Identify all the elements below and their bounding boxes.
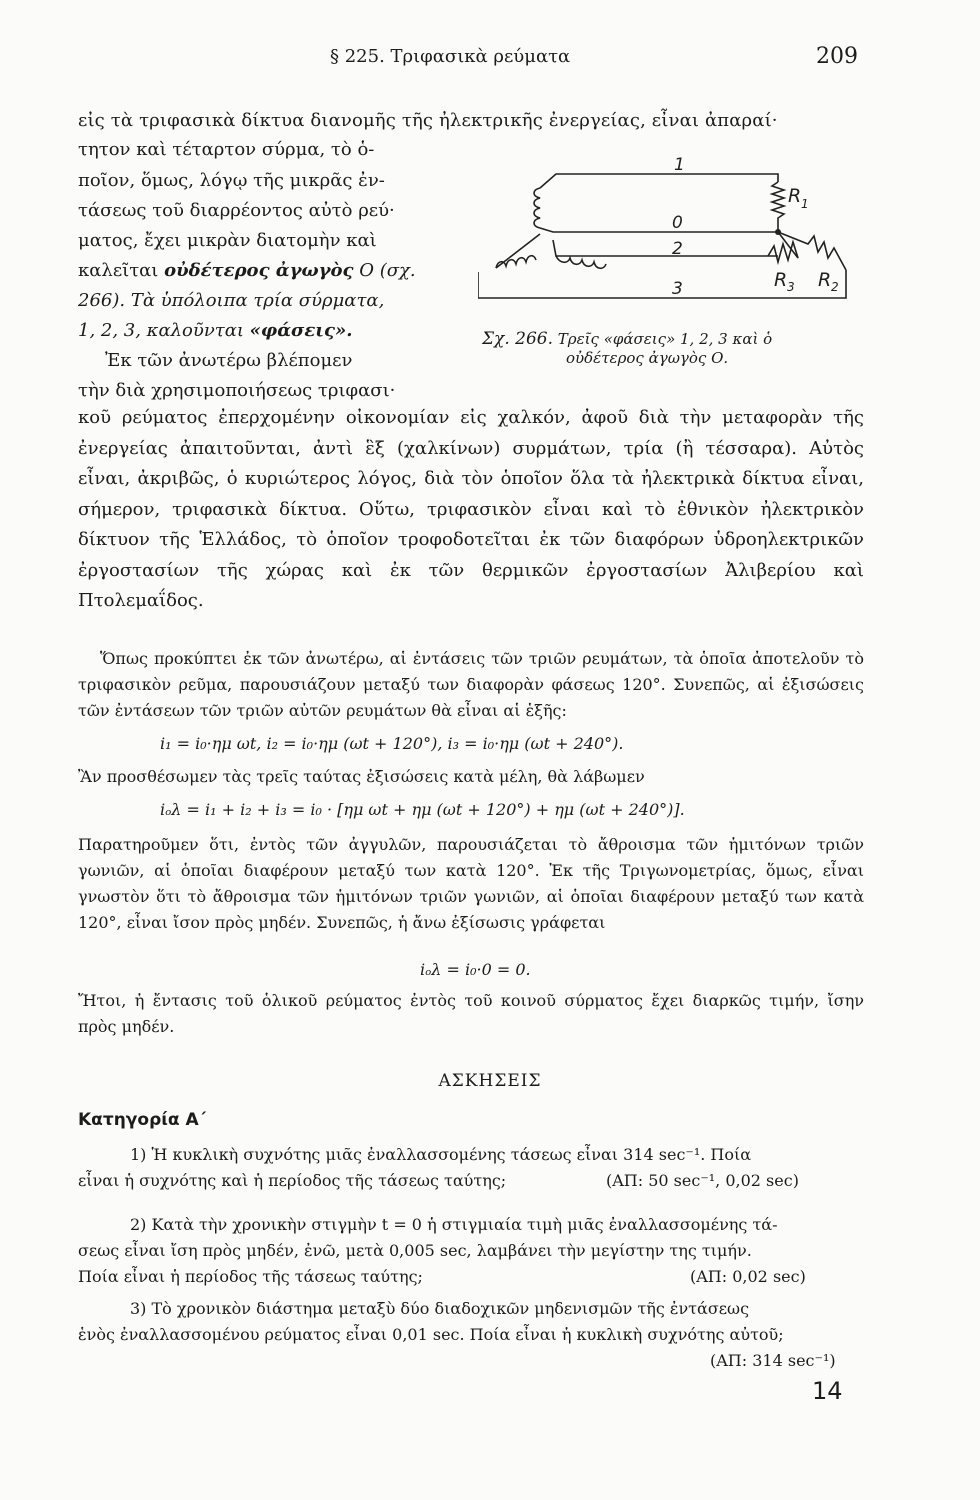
figure-caption-text-2: οὐδέτερος ἀγωγὸς Ο.: [566, 349, 729, 367]
label-r1-sub: 1: [801, 197, 809, 211]
winding-1: [534, 188, 540, 228]
three-phase-circuit-figure: [478, 140, 858, 320]
label-r1: R: [788, 185, 802, 207]
winding-3: [496, 256, 536, 268]
intro-line-8: 1, 2, 3, καλοῦνται «φάσεις».: [78, 320, 353, 341]
winding-2: [556, 256, 606, 268]
exercise-2-line-3: Ποία εἶναι ἡ περίοδος τῆς τάσεως ταύτης;: [78, 1267, 423, 1286]
exercise-1-line-1: 1) Ἡ κυκλικὴ συχνότης μιᾶς ἐναλλασσομένης τάσεως εἶναι 314 sec⁻¹. Ποία: [130, 1145, 752, 1164]
exercise-3-answer: (ΑΠ: 314 sec⁻¹): [710, 1351, 836, 1370]
figure-number: Σχ. 266.: [482, 329, 553, 349]
paragraph-sum: Ἂν προσθέσωμεν τὰς τρεῖς ταύτας ἐξισώσεις κατὰ μέλη, θὰ λάβωμεν: [78, 767, 645, 786]
equation-zero: iₒλ = i₀·0 = 0.: [420, 960, 531, 979]
category-label: Κατηγορία Α΄: [78, 1110, 207, 1130]
exercise-2-line-1: 2) Κατὰ τὴν χρονικὴν στιγμὴν t = 0 ἡ στιγμιαία τιμὴ μιᾶς ἐναλλασσομένης τά-: [130, 1215, 778, 1234]
paragraph-phase-difference: Ὅπως προκύπτει ἐκ τῶν ἀνωτέρω, αἱ ἐντάσεις τῶν τριῶν ρευμάτων, τὰ ὁποῖα ἀποτελοῦν τὸ τριφασικὸν ρεῦμα, παρουσιάζουν μεταξύ των διαφορὰν φάσεως 120°. Συνεπῶς, αἱ ἐξισώσεις τῶν ἐντάσεων τῶν τριῶν αὐτῶν ρευμάτων θὰ εἶναι αἱ ἑξῆς:: [78, 649, 864, 720]
resistor-r1: [772, 182, 784, 232]
intro-line-7: 266). Τὰ ὑπόλοιπα τρία σύρματα,: [78, 290, 385, 311]
intro-line-9: Ἐκ τῶν ἀνωτέρω βλέπομεν: [105, 350, 353, 371]
label-wire-2: 2: [672, 239, 683, 259]
intro-line-5: ματος, ἔχει μικρὰν διατομὴν καὶ: [78, 230, 377, 251]
label-wire-0: 0: [672, 213, 683, 233]
running-header: § 225. Τριφασικὰ ρεύματα: [330, 46, 571, 67]
exercises-heading: ΑΣΚΗΣΕΙΣ: [438, 1071, 542, 1091]
exercise-1-answer: (ΑΠ: 50 sec⁻¹, 0,02 sec): [606, 1171, 799, 1190]
wire-1: [540, 174, 778, 188]
paragraph-conclusion: Ἤτοι, ἡ ἔντασις τοῦ ὁλικοῦ ρεύματος ἐντὸς τοῦ κοινοῦ σύρματος ἔχει διαρκῶς τιμήν, ἴσην πρὸς μηδέν.: [78, 991, 864, 1036]
exercise-2-answer: (ΑΠ: 0,02 sec): [690, 1267, 806, 1286]
intro-line-1: εἰς τὰ τριφασικὰ δίκτυα διανομῆς τῆς ἠλεκτρικῆς ἐνεργείας, εἶναι ἀπαραί·: [78, 110, 778, 131]
page-number: 209: [816, 44, 858, 69]
intro-line-3: ποῖον, ὅμως, λόγῳ τῆς μικρᾶς ἐν-: [78, 170, 385, 191]
label-wire-3: 3: [672, 279, 683, 299]
equation-currents: i₁ = i₀·ημ ωt, i₂ = i₀·ημ (ωt + 120°), i₃ = i₀·ημ (ωt + 240°).: [160, 734, 624, 753]
exercise-2-line-2: σεως εἶναι ἴση πρὸς μηδέν, ἐνῶ, μετὰ 0,005 sec, λαμβάνει τὴν μεγίστην της τιμήν.: [78, 1241, 752, 1260]
label-r2-sub: 2: [831, 280, 839, 294]
resistor-r2: [778, 232, 846, 270]
exercise-1-line-2: εἶναι ἡ συχνότης καὶ ἡ περίοδος τῆς τάσεως ταύτης;: [78, 1171, 507, 1190]
resistor-r3: [768, 232, 798, 262]
label-wire-1: 1: [674, 155, 685, 175]
exercise-3-line-1: 3) Τὸ χρονικὸν διάστημα μεταξὺ δύο διαδοχικῶν μηδενισμῶν τῆς ἐντάσεως: [130, 1299, 750, 1318]
label-r2: R: [818, 269, 832, 291]
label-r3: R: [774, 269, 788, 291]
neutral-wire-term: οὐδέτερος ἀγωγὸς: [164, 260, 354, 281]
exercise-3-line-2: ἑνὸς ἐναλλασσομένου ρεύματος εἶναι 0,01 sec. Ποία εἶναι ἡ κυκλικὴ συχνότης αὐτοῦ;: [78, 1325, 784, 1344]
equation-total: iₒλ = i₁ + i₂ + i₃ = i₀ · [ημ ωt + ημ (ωt + 120°) + ημ (ωt + 240°)].: [160, 800, 685, 819]
label-r3-sub: 3: [787, 280, 795, 294]
signature-mark: 14: [812, 1377, 843, 1405]
paragraph-economy: κοῦ ρεύματος ἐπερχομένην οἰκονομίαν εἰς χαλκόν, ἀφοῦ διὰ τὴν μεταφορὰν τῆς ἐνεργείας ἀπαιτοῦνται, ἀντὶ ἓξ (χαλκίνων) συρμάτων, τρία (ἢ τέσσαρα). Αὐτὸς εἶναι, ἀκριβῶς, ὁ κυριώτερος λόγος, διὰ τὸν ὁποῖον ὅλα τὰ ἠλεκτρικὰ δίκτυα εἶναι, σήμερον, τριφασικὰ δίκτυα. Οὕτω, τριφασικὸν εἶναι καὶ τὸ ἐθνικὸν ἠλεκτρικὸν δίκτυον τῆς Ἑλλάδος, τὸ ὁποῖον τροφοδοτεῖται ἐκ τῶν διαφόρων ὑδροηλεκτρικῶν ἐργοστασίων τῆς χώρας καὶ ἐκ τῶν θερμικῶν ἐργοστασίων Ἀλιβερίου καὶ Πτολεμαΐδος.: [78, 407, 864, 611]
intro-line-4: τάσεως τοῦ διαρρέοντος αὐτὸ ρεύ·: [78, 200, 395, 221]
intro-line-6: καλεῖται οὐδέτερος ἀγωγὸς Ο (σχ.: [78, 260, 416, 281]
intro-line-2: τητον καὶ τέταρτον σύρμα, τὸ ὁ-: [78, 139, 375, 160]
wire-0: [540, 228, 778, 232]
wire-2: [496, 234, 778, 268]
figure-caption: [482, 330, 772, 368]
paragraph-trigonometry: Παρατηροῦμεν ὅτι, ἐντὸς τῶν ἀγγυλῶν, παρουσιάζεται τὸ ἄθροισμα τῶν ἡμιτόνων τριῶν γωνιῶν, αἱ ὁποῖαι διαφέρουν μεταξύ των κατὰ 120°. Ἐκ τῆς Τριγωνομετρίας, ὅμως, εἶναι γνωστὸν ὅτι τὸ ἄθροισμα τῶν ἡμιτόνων τριῶν γωνιῶν, αἱ ὁποῖαι διαφέρουν μεταξύ των κατὰ 120°, εἶναι ἴσον πρὸς μηδέν. Συνεπῶς, ἡ ἄνω ἐξίσωσις γράφεται: [78, 835, 864, 932]
phases-term: «φάσεις».: [249, 320, 353, 341]
figure-caption-text: Τρεῖς «φάσεις» 1, 2, 3 καὶ ὁ: [557, 330, 773, 348]
intro-line-10: τὴν διὰ χρησιμοποιήσεως τριφασι·: [78, 380, 396, 401]
junction-dot: [775, 229, 781, 235]
